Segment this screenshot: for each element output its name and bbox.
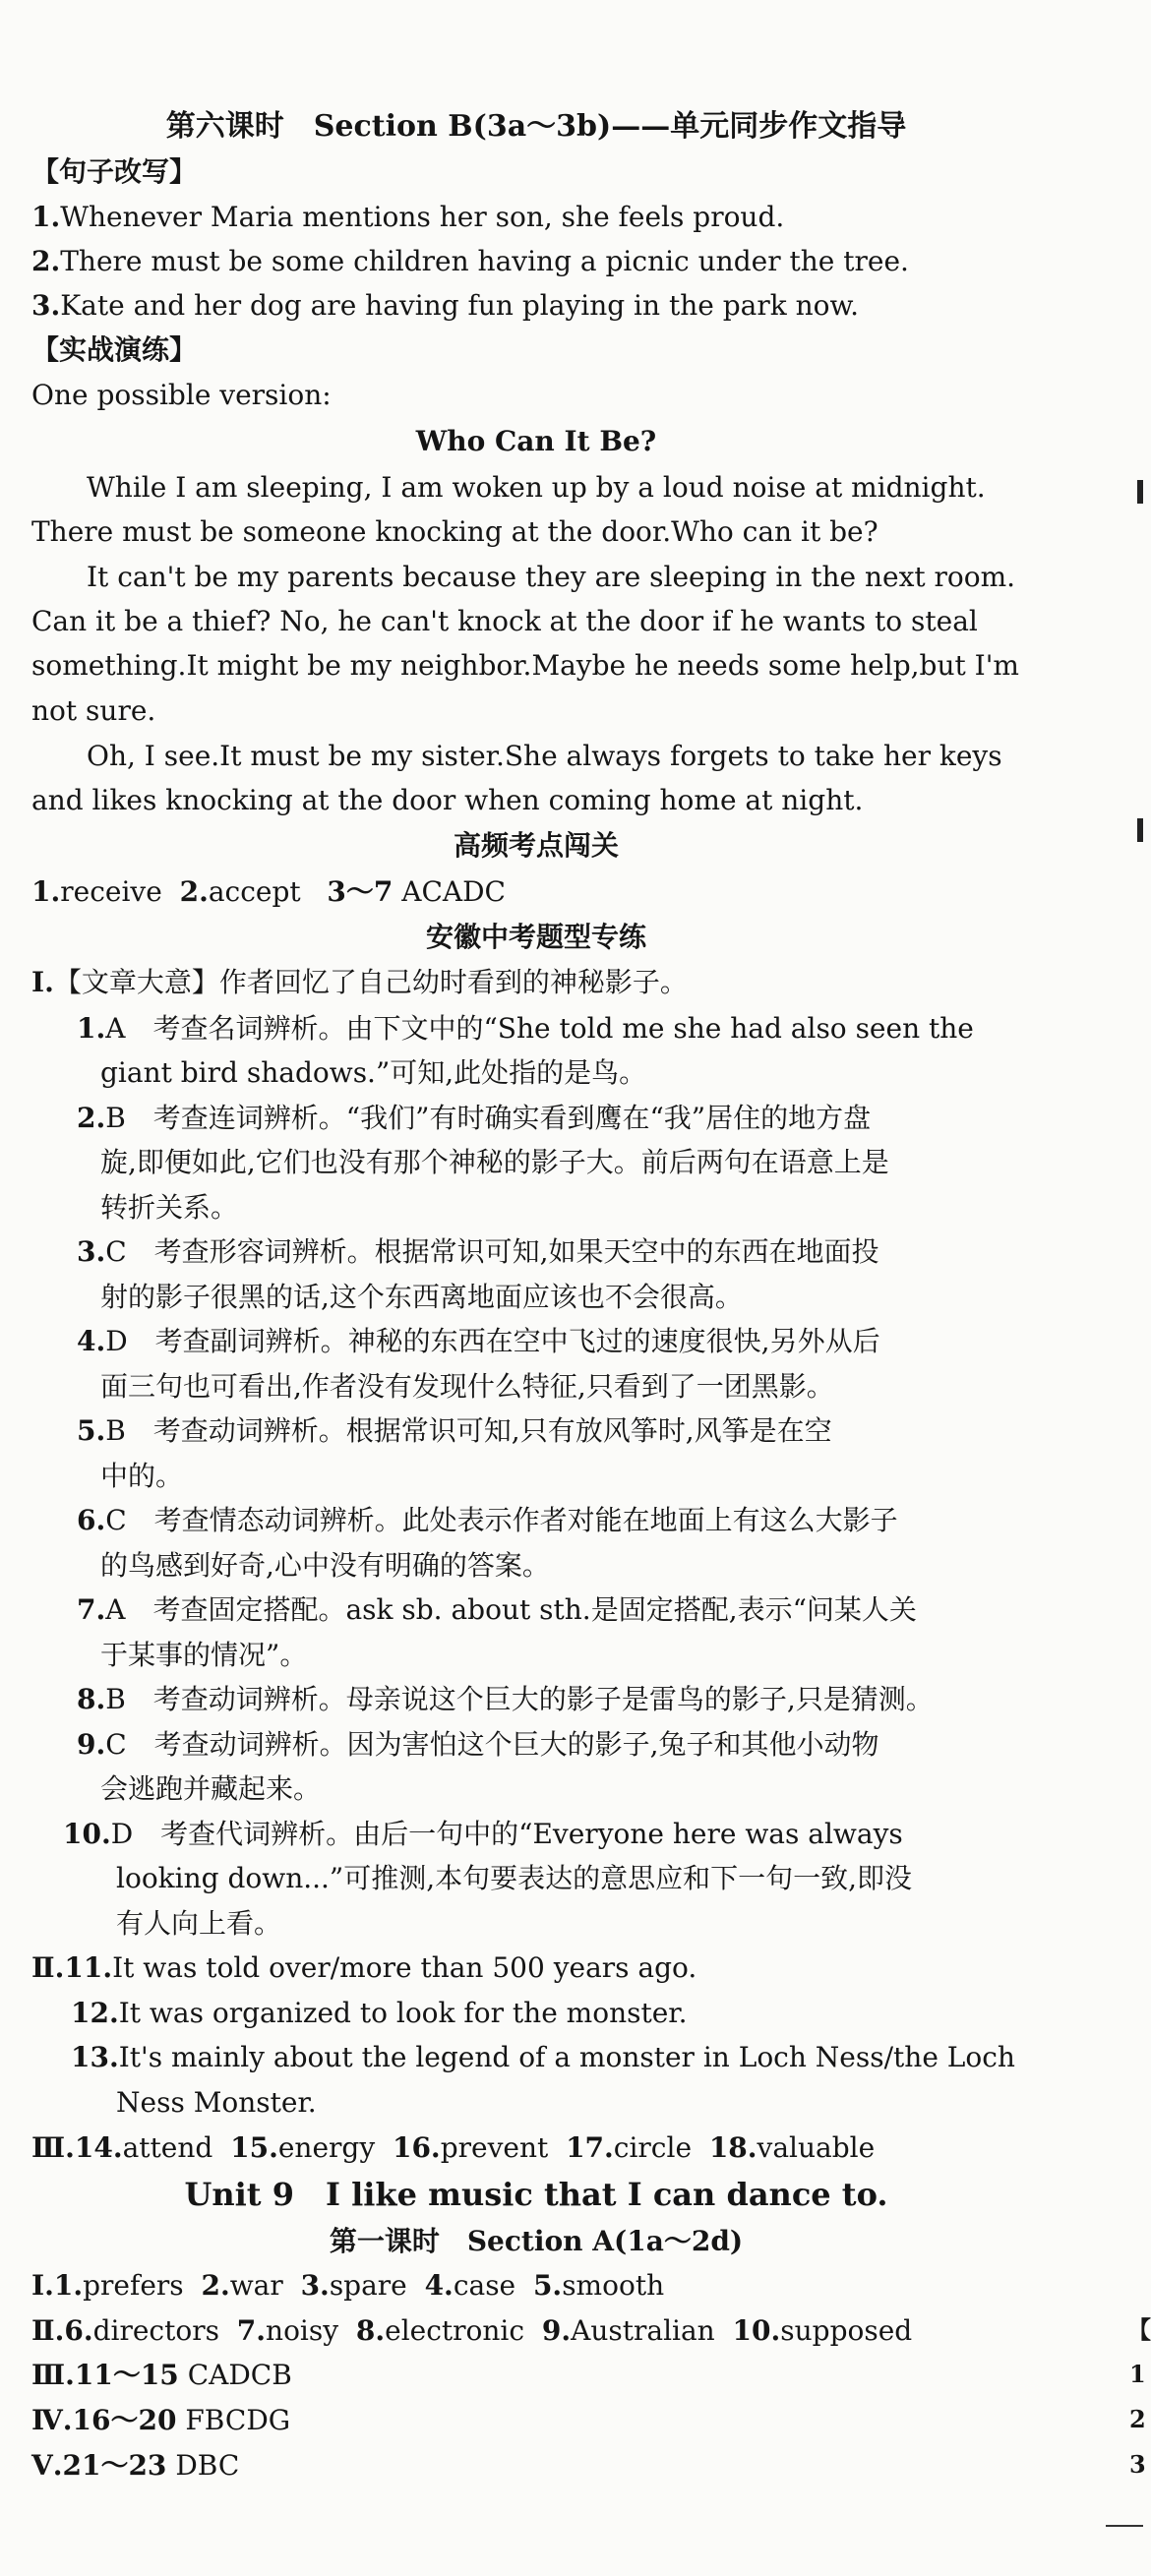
part1-item: 2.B 考查连词辨析。“我们”有时确实看到鹰在“我”居住的地方盘	[77, 1102, 872, 1134]
essay-line: Oh, I see.It must be my sister.She always forgets to take her keys	[31, 740, 1002, 772]
unit9-answer-row: Ⅳ.16～20 FBCDG	[31, 2404, 291, 2436]
essay-line: and likes knocking at the door when coming home at night.	[31, 784, 864, 816]
edge-mark	[1137, 480, 1143, 504]
part1-summary: Ⅰ.【文章大意】作者回忆了自己幼时看到的神秘影子。	[31, 966, 688, 998]
part1-item: 6.C 考查情态动词辨析。此处表示作者对能在地面上有这么大影子	[77, 1504, 898, 1536]
part1-item-line: 中的。	[100, 1460, 184, 1492]
part1-item-line: 面三句也可看出,作者没有发现什么特征,只看到了一团黑影。	[100, 1370, 834, 1403]
edge-mark	[1137, 818, 1143, 842]
part2-item: 12.It was organized to look for the monster.	[71, 1997, 688, 2029]
unit9-answer-row: Ⅱ.6.directors 7.noisy 8.electronic 9.Australian 10.supposed	[31, 2314, 913, 2347]
practice-intro: One possible version:	[31, 379, 332, 411]
section-heading-high-frequency: 高频考点闯关	[453, 829, 619, 862]
part3-answers: Ⅲ.14.attend 15.energy 16.prevent 17.circle 18.valuable	[31, 2131, 876, 2164]
essay-line: not sure.	[31, 694, 156, 727]
essay-line: There must be someone knocking at the door.Who can it be?	[31, 515, 878, 548]
unit-lesson-title: 第一课时 Section A(1a～2d)	[329, 2225, 744, 2257]
unit-title: Unit 9 I like music that I can dance to.	[184, 2176, 888, 2213]
high-frequency-answers: 1.receive 2.accept 3～7 ACADC	[31, 875, 506, 908]
rewrite-item: 1.Whenever Maria mentions her son, she feels proud.	[31, 201, 785, 233]
part1-item: 4.D 考查副词辨析。神秘的东西在空中飞过的速度很快,另外从后	[77, 1325, 880, 1357]
part2-item: Ⅱ.11.It was told over/more than 500 years ago.	[31, 1951, 697, 1984]
rewrite-item: 2.There must be some children having a picnic under the tree.	[31, 245, 909, 277]
edge-fragment: 3	[1129, 2450, 1146, 2479]
edge-fragment: 【	[1127, 2315, 1151, 2344]
part1-item-line: 转折关系。	[100, 1191, 239, 1224]
section-heading-practice: 【实战演练】	[31, 333, 198, 366]
part1-item: 1.A 考查名词辨析。由下文中的“She told me she had also seen the	[77, 1012, 974, 1045]
part2-item-line: Ness Monster.	[116, 2086, 317, 2119]
rewrite-item: 3.Kate and her dog are having fun playing in the park now.	[31, 289, 860, 322]
part1-item-line: 射的影子很黑的话,这个东西离地面应该也不会很高。	[100, 1281, 743, 1313]
unit9-answer-row: Ⅲ.11～15 CADCB	[31, 2359, 292, 2391]
part1-item-line: looking down...”可推测,本句要表达的意思应和下一句一致,即没	[116, 1862, 913, 1894]
essay-line: While I am sleeping, I am woken up by a loud noise at midnight.	[31, 471, 986, 504]
edge-rule	[1106, 2525, 1143, 2527]
section-heading-rewrite: 【句子改写】	[31, 155, 198, 188]
part1-item-line: 会逃跑并藏起来。	[100, 1772, 322, 1805]
part1-item-line: 有人向上看。	[116, 1907, 282, 1940]
essay-title: Who Can It Be?	[415, 425, 657, 457]
unit9-answer-row: Ⅰ.1.prefers 2.war 3.spare 4.case 5.smooth	[31, 2269, 665, 2302]
essay-line: something.It might be my neighbor.Maybe he needs some help,but I'm	[31, 649, 1019, 682]
part1-item: 7.A 考查固定搭配。ask sb. about sth.是固定搭配,表示“问某人关	[77, 1593, 917, 1626]
section-heading-anhui: 安徽中考题型专练	[425, 921, 646, 953]
part1-item: 3.C 考查形容词辨析。根据常识可知,如果天空中的东西在地面投	[77, 1235, 879, 1268]
part1-item: 9.C 考查动词辨析。因为害怕这个巨大的影子,兔子和其他小动物	[77, 1728, 879, 1761]
essay-line: Can it be a thief? No, he can't knock at the door if he wants to steal	[31, 605, 978, 637]
part1-item-line: 于某事的情况”。	[100, 1639, 308, 1671]
part1-item-line: 的鸟感到好奇,心中没有明确的答案。	[100, 1549, 550, 1582]
part1-item: 5.B 考查动词辨析。根据常识可知,只有放风筝时,风筝是在空	[77, 1414, 832, 1447]
part2-item: 13.It's mainly about the legend of a monster in Loch Ness/the Loch	[71, 2041, 1015, 2073]
essay-line: It can't be my parents because they are sleeping in the next room.	[31, 561, 1016, 593]
part1-item-line: 旋,即便如此,它们也没有那个神秘的影子大。前后两句在语意上是	[100, 1146, 889, 1178]
edge-fragment: 1	[1129, 2360, 1146, 2388]
part1-item: 10.D 考查代词辨析。由后一句中的“Everyone here was always	[63, 1818, 903, 1850]
part1-item-line: giant bird shadows.”可知,此处指的是鸟。	[100, 1056, 647, 1089]
edge-fragment: 2	[1129, 2405, 1146, 2433]
lesson-title: 第六课时 Section B(3a～3b)——单元同步作文指导	[165, 109, 907, 144]
part1-item: 8.B 考查动词辨析。母亲说这个巨大的影子是雷鸟的影子,只是猜测。	[77, 1683, 934, 1715]
unit9-answer-row: Ⅴ.21～23 DBC	[31, 2449, 240, 2482]
